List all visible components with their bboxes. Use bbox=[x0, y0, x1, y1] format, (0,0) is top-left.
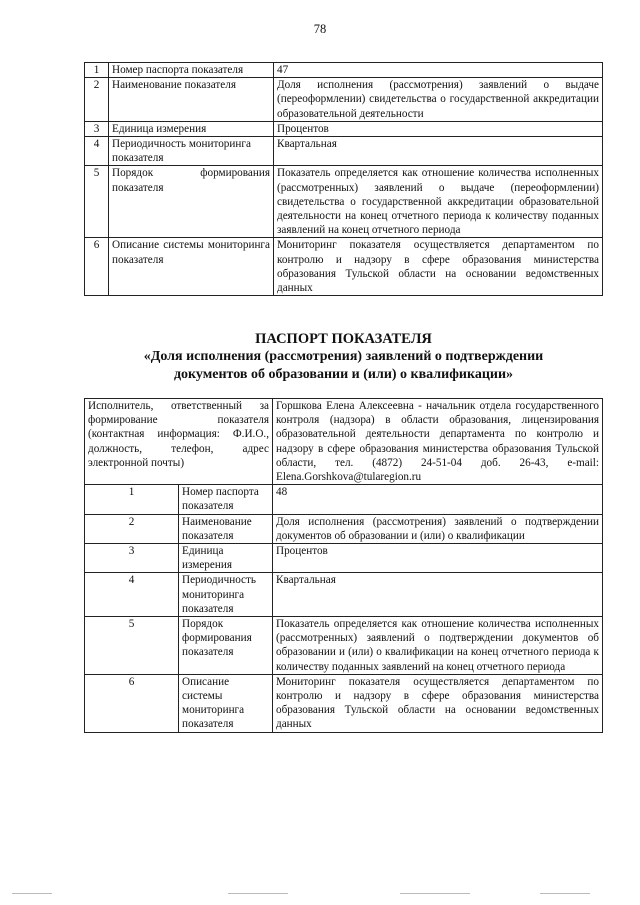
passport-heading bbox=[84, 330, 603, 384]
row-number: 6 bbox=[85, 238, 109, 296]
scan-mark bbox=[400, 893, 470, 894]
table-row bbox=[85, 514, 603, 543]
row-number: 5 bbox=[85, 617, 179, 675]
heading-title: ПАСПОРТ ПОКАЗАТЕЛЯ bbox=[255, 331, 432, 347]
passport-table-48 bbox=[84, 398, 603, 733]
table-row bbox=[85, 63, 603, 78]
passport-table-47 bbox=[84, 62, 603, 296]
row-number: 3 bbox=[85, 544, 179, 573]
row-number: 2 bbox=[85, 514, 179, 543]
table-row bbox=[85, 544, 603, 573]
table-row bbox=[85, 674, 603, 732]
row-label: Номер паспорта показателя bbox=[109, 63, 274, 78]
row-number: 2 bbox=[85, 78, 109, 122]
row-value: Процентов bbox=[273, 544, 603, 573]
table-row bbox=[85, 485, 603, 514]
row-label: Описание системы мониторинга показателя bbox=[179, 674, 273, 732]
table-row bbox=[85, 137, 603, 166]
row-value: Доля исполнения (рассмотрения) заявлений о подтверждении документов об образовании и (или) о квалификации bbox=[273, 514, 603, 543]
table-row bbox=[85, 121, 603, 136]
table-row bbox=[85, 166, 603, 238]
row-label: Наименование показателя bbox=[179, 514, 273, 543]
scan-mark bbox=[228, 893, 288, 894]
table-row bbox=[85, 573, 603, 617]
row-label: Единица измерения bbox=[179, 544, 273, 573]
row-value: Квартальная bbox=[274, 137, 603, 166]
heading-subtitle-line1: «Доля исполнения (рассмотрения) заявлений о подтверждении bbox=[143, 349, 544, 364]
row-value: Мониторинг показателя осуществляется департаментом по контролю и надзору в сфере образования министерства образования Тульской области на основании ведомственных данных bbox=[273, 674, 603, 732]
table-row bbox=[85, 78, 603, 122]
row-number: 3 bbox=[85, 121, 109, 136]
row-label: Номер паспорта показателя bbox=[179, 485, 273, 514]
table-row bbox=[85, 238, 603, 296]
scan-mark bbox=[12, 893, 52, 894]
row-value: Показатель определяется как отношение количества исполненных (рассмотренных) заявлений о подтверждении документов об образовании и (или) о квалификации на конец отчетного периода к количеству поданных заявлений на конец отчетного периода bbox=[273, 617, 603, 675]
table-row bbox=[85, 617, 603, 675]
executor-value: Горшкова Елена Алексеевна - начальник отдела государственного контроля (надзора) в области образования, лицензирования образовательной деятельности департамента по контролю и надзору в сфере образования министерства образования Тульской области, тел. (4872) 24-51-04 доб. 26-43, e-mail: Elena.Gorshkova@tularegion.ru bbox=[273, 399, 603, 485]
row-number: 4 bbox=[85, 137, 109, 166]
row-value: Процентов bbox=[274, 121, 603, 136]
row-value: 48 bbox=[273, 485, 603, 514]
row-label: Порядок формирования показателя bbox=[179, 617, 273, 675]
row-value: Показатель определяется как отношение количества исполненных (рассмотренных) заявлений о выдаче (переоформлении) свидетельства о государственной аккредитации образовательной деятельности на конец отчетного периода к количеству поданных заявлений на конец отчетного периода bbox=[274, 166, 603, 238]
row-number: 1 bbox=[85, 63, 109, 78]
row-label: Порядок формирования показателя bbox=[109, 166, 274, 238]
row-label: Описание системы мониторинга показателя bbox=[109, 238, 274, 296]
row-label: Периодичность мониторинга показателя bbox=[109, 137, 274, 166]
row-value: Квартальная bbox=[273, 573, 603, 617]
row-value: Мониторинг показателя осуществляется департаментом по контролю и надзору в сфере образования министерства образования Тульской области на основании ведомственных данных bbox=[274, 238, 603, 296]
row-number: 5 bbox=[85, 166, 109, 238]
row-label: Периодичность мониторинга показателя bbox=[179, 573, 273, 617]
row-label: Единица измерения bbox=[109, 121, 274, 136]
row-value: 47 bbox=[274, 63, 603, 78]
executor-row bbox=[85, 399, 603, 485]
row-label: Наименование показателя bbox=[109, 78, 274, 122]
page-number: 78 bbox=[313, 22, 327, 36]
scan-artifacts bbox=[0, 893, 640, 899]
heading-subtitle-line2: документов об образовании и (или) о квалификации» bbox=[173, 367, 514, 382]
row-value: Доля исполнения (рассмотрения) заявлений о выдаче (переоформлении) свидетельства о государственной аккредитации образовательной деятельности bbox=[274, 78, 603, 122]
row-number: 6 bbox=[85, 674, 179, 732]
row-number: 4 bbox=[85, 573, 179, 617]
executor-label: Исполнитель, ответственный за формирование показателя (контактная информация: Ф.И.О., должность, телефон, адрес электронной почты) bbox=[85, 399, 273, 485]
row-number: 1 bbox=[85, 485, 179, 514]
scan-mark bbox=[540, 893, 590, 894]
